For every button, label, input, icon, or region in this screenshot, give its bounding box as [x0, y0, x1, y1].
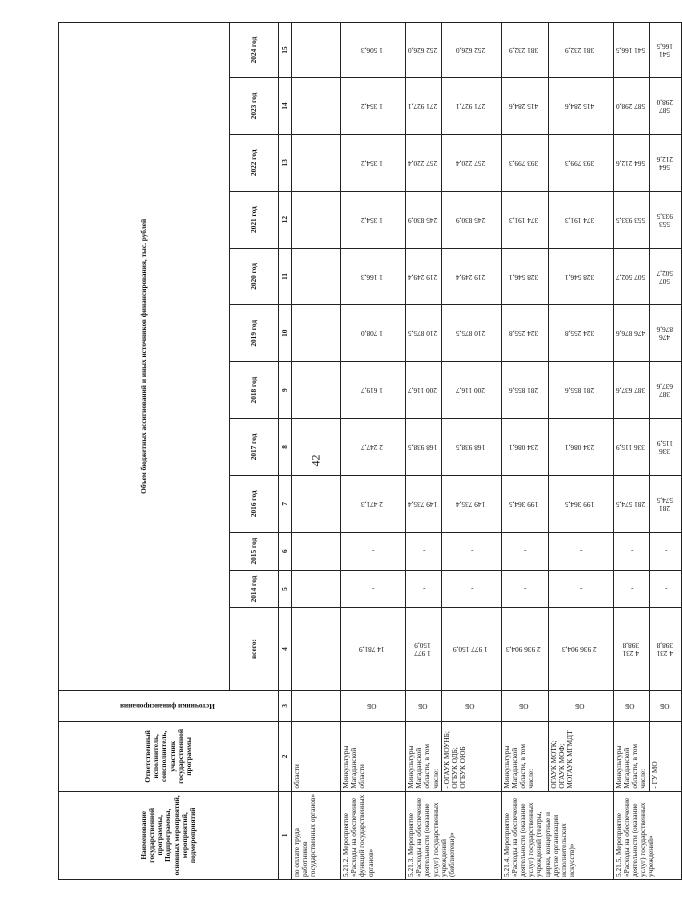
table-body — [292, 23, 682, 880]
row-source-cell — [292, 690, 341, 722]
row-value: 245 830,9 — [407, 215, 437, 225]
row-year-cell — [441, 570, 501, 608]
row-year-cell — [548, 191, 613, 248]
row-value: 4 231 398,8 — [621, 641, 639, 659]
row-source-label: ОБ — [367, 701, 377, 711]
row-year-cell — [292, 134, 341, 191]
row-year-cell — [501, 23, 548, 78]
row-value: 4 231 398,8 — [656, 641, 673, 659]
row-source-label: ОБ — [417, 701, 427, 711]
row-year-cell — [613, 134, 649, 191]
row-value: 381 232,9 — [565, 46, 595, 56]
row-name-cell: по оплате труда работников государственных органов» — [292, 791, 341, 879]
row-value: 199 364,5 — [565, 499, 595, 509]
row-value: 564 212,6 — [615, 158, 645, 168]
table-row — [292, 23, 341, 880]
column-number: 11 — [279, 248, 292, 305]
row-year-cell — [649, 532, 681, 570]
row-year-cell — [341, 475, 406, 532]
row-source-cell — [341, 690, 406, 722]
row-year-cell — [341, 134, 406, 191]
header-year: 2019 год — [230, 305, 279, 362]
row-value: 393 799,3 — [509, 158, 539, 168]
row-year-cell — [341, 305, 406, 362]
row-responsible-cell: ОГАУК МОТК; ОГАУК МОФ; МОГАУК МГМДТ — [548, 722, 613, 791]
row-year-cell — [441, 475, 501, 532]
table-row — [441, 23, 501, 880]
row-source-cell — [548, 690, 613, 722]
row-value: 14 781,9 — [359, 645, 385, 655]
row-responsible-cell: - ОГАУК МОУНБ; ОГБУК ОДБ; ОГБУК ОЮБ — [441, 722, 501, 791]
table-row — [406, 23, 442, 880]
row-value: - — [524, 547, 527, 557]
row-name-cell: 5.21.3. Мероприятие «Расходы на обеспечение деятельности (оказание услуг) государственных учреждений (библиотеки)» — [406, 791, 502, 879]
header-volume: Объем бюджетных ассигнований и иных источников финансирования, тыс. рублей — [59, 23, 230, 691]
row-value: 281 855,6 — [565, 386, 595, 396]
row-value: - — [470, 585, 474, 595]
row-year-cell — [441, 362, 501, 419]
row-value: 374 191,3 — [509, 215, 539, 225]
row-name-cell: 5.21.5. Мероприятие «Расходы на обеспечение деятельности (оказание услуг) государственных учреждений» — [613, 791, 681, 879]
table-row — [613, 23, 649, 880]
row-value: - — [630, 547, 634, 557]
row-value: 1 354,2 — [360, 215, 383, 225]
row-year-cell — [441, 305, 501, 362]
row-value: 328 546,1 — [509, 272, 539, 282]
row-year-cell — [292, 532, 341, 570]
row-value: 200 116,7 — [407, 386, 437, 396]
header-source — [59, 690, 279, 722]
header-year: 2023 год — [230, 78, 279, 135]
row-year-cell — [649, 570, 681, 608]
column-number: 7 — [279, 475, 292, 532]
header-year: 2022 год — [230, 134, 279, 191]
row-year-cell — [649, 191, 681, 248]
header-year: 2018 год — [230, 362, 279, 419]
row-responsible-cell: области — [292, 722, 341, 791]
row-value: 210 875,5 — [455, 329, 485, 339]
header-year: 2016 год — [230, 475, 279, 532]
column-number: 10 — [279, 305, 292, 362]
row-year-cell — [406, 191, 442, 248]
column-number: 12 — [279, 191, 292, 248]
header-year: 2024 год — [230, 23, 279, 78]
row-name-cell: 5.21.4. Мероприятие «Расходы на обеспечение деятельности (оказание услуг) государственных учреждений (театры, цирки, концертные и другие организации исполнительских искусств)» — [501, 791, 613, 879]
row-total-cell — [341, 608, 406, 690]
row-value: 381 232,9 — [509, 46, 539, 56]
row-value: 415 284,6 — [509, 102, 539, 112]
row-value: - — [422, 547, 426, 557]
row-value: 1 166,3 — [360, 272, 383, 282]
row-year-cell — [501, 305, 548, 362]
row-value: 168 938,5 — [407, 443, 437, 453]
row-value: 553 933,5 — [615, 215, 645, 225]
row-value: 1 619,7 — [360, 386, 383, 396]
row-value: 271 927,1 — [407, 102, 437, 112]
row-year-cell — [292, 23, 341, 78]
row-total-cell — [441, 608, 501, 690]
row-value: 281 574,5 — [656, 495, 673, 513]
row-value: 219 249,4 — [455, 272, 485, 282]
row-year-cell — [613, 532, 649, 570]
column-number: 6 — [279, 532, 292, 570]
row-value: 149 735,4 — [455, 499, 485, 509]
table-row — [501, 23, 548, 880]
row-year-cell — [501, 134, 548, 191]
row-year-cell — [501, 570, 548, 608]
header-source-label: Источники финансирования — [119, 701, 215, 711]
row-year-cell — [613, 362, 649, 419]
row-value: 507 502,7 — [615, 272, 645, 282]
row-year-cell — [649, 419, 681, 476]
header-year: 2014 год — [230, 570, 279, 608]
row-year-cell — [406, 532, 442, 570]
row-year-cell — [613, 78, 649, 135]
row-value: 1 354,2 — [360, 102, 383, 112]
row-year-cell — [613, 248, 649, 305]
row-value: - — [422, 585, 426, 595]
row-responsible-cell: Минкультуры Магаданской области, в том числе: — [406, 722, 442, 791]
row-total-cell — [501, 608, 548, 690]
row-year-cell — [548, 23, 613, 78]
row-year-cell — [613, 305, 649, 362]
row-value: - — [372, 547, 375, 557]
row-year-cell — [341, 78, 406, 135]
row-year-cell — [441, 191, 501, 248]
row-year-cell — [406, 362, 442, 419]
row-responsible-cell: Минкультуры Магаданской области, в том числе: — [613, 722, 649, 791]
financing-table — [58, 22, 682, 880]
header-year: 2020 год — [230, 248, 279, 305]
row-value: 219 249,4 — [407, 272, 437, 282]
table-row — [548, 23, 613, 880]
row-source-cell — [613, 690, 649, 722]
row-value: 587 298,0 — [615, 102, 645, 112]
row-year-cell — [441, 419, 501, 476]
row-value: 210 875,5 — [407, 329, 437, 339]
row-value: 415 284,6 — [565, 102, 595, 112]
header-name: Наименование государственной программы, Подпрограммы, основных мероприятий, мероприятий, подмероприятий — [59, 791, 279, 879]
row-value: 541 166,5 — [656, 42, 673, 60]
row-year-cell — [341, 248, 406, 305]
row-year-cell — [501, 532, 548, 570]
row-year-cell — [548, 134, 613, 191]
row-year-cell — [613, 419, 649, 476]
column-number: 15 — [279, 23, 292, 78]
row-year-cell — [292, 570, 341, 608]
row-year-cell — [548, 475, 613, 532]
row-year-cell — [548, 419, 613, 476]
column-number: 2 — [279, 722, 292, 791]
row-year-cell — [341, 23, 406, 78]
row-value: 374 191,3 — [565, 215, 595, 225]
row-value: 1 977 150,9 — [414, 641, 431, 659]
row-year-cell — [441, 23, 501, 78]
row-total-cell — [613, 608, 649, 690]
row-value: 234 086,1 — [509, 443, 539, 453]
column-number: 14 — [279, 78, 292, 135]
row-value: 281 855,6 — [509, 386, 539, 396]
row-year-cell — [441, 78, 501, 135]
row-year-cell — [341, 419, 406, 476]
row-year-cell — [292, 419, 341, 476]
row-responsible-cell: - ГУ МО — [649, 722, 681, 791]
row-year-cell — [292, 78, 341, 135]
row-year-cell — [501, 362, 548, 419]
row-value: 257 220,4 — [455, 158, 485, 168]
row-year-cell — [406, 23, 442, 78]
header-total: всего: — [230, 608, 279, 690]
row-year-cell — [341, 570, 406, 608]
row-value: 541 166,5 — [615, 46, 645, 56]
row-year-cell — [292, 362, 341, 419]
row-value: 476 876,6 — [615, 329, 645, 339]
row-total-cell — [649, 608, 681, 690]
row-year-cell — [501, 419, 548, 476]
row-total-cell — [548, 608, 613, 690]
row-value: 199 364,5 — [509, 499, 539, 509]
rotated-table-wrapper — [58, 22, 673, 880]
row-value: - — [524, 585, 527, 595]
row-year-cell — [613, 191, 649, 248]
row-value: 587 298,0 — [656, 97, 673, 116]
row-year-cell — [649, 78, 681, 135]
row-value: - — [664, 547, 668, 557]
row-total-cell — [292, 608, 341, 690]
row-total-cell — [406, 608, 442, 690]
table-row — [341, 23, 406, 880]
row-value: 2 247,7 — [360, 443, 383, 453]
row-year-cell — [501, 191, 548, 248]
row-value: 336 115,9 — [615, 443, 645, 453]
row-value: 476 876,6 — [656, 325, 673, 343]
row-year-cell — [406, 419, 442, 476]
row-value: - — [470, 547, 474, 557]
row-year-cell — [649, 134, 681, 191]
row-value: 271 927,1 — [455, 102, 485, 112]
row-source-cell — [649, 690, 681, 722]
row-value: 507 502,7 — [656, 268, 673, 286]
row-value: 1 506,3 — [360, 46, 383, 56]
row-source-label: ОБ — [625, 701, 635, 711]
page-number: 42 — [308, 454, 323, 467]
row-year-cell — [649, 362, 681, 419]
row-year-cell — [406, 248, 442, 305]
column-number: 13 — [279, 134, 292, 191]
row-value: 387 637,6 — [615, 386, 645, 396]
row-value: - — [630, 585, 634, 595]
header-year: 2021 год — [230, 191, 279, 248]
row-year-cell — [613, 23, 649, 78]
row-value: 393 799,3 — [565, 158, 595, 168]
row-year-cell — [441, 532, 501, 570]
row-value: 2 936 904,3 — [562, 645, 597, 655]
row-source-label: ОБ — [518, 701, 529, 711]
row-year-cell — [441, 134, 501, 191]
row-year-cell — [292, 248, 341, 305]
row-value: 336 115,9 — [656, 438, 673, 457]
row-name-cell: 5.21.2. Мероприятие «Расходы на обеспечение функций государственных органов» — [341, 791, 406, 879]
row-year-cell — [292, 305, 341, 362]
row-year-cell — [292, 191, 341, 248]
row-responsible-cell: Минкультуры Магаданской области, в том числе: — [501, 722, 548, 791]
row-source-cell — [501, 690, 548, 722]
row-year-cell — [292, 475, 341, 532]
row-year-cell — [649, 248, 681, 305]
column-number: 9 — [279, 362, 292, 419]
row-value: 168 938,5 — [455, 443, 485, 453]
row-value: - — [664, 585, 668, 595]
row-value: 328 546,1 — [565, 272, 595, 282]
row-year-cell — [341, 362, 406, 419]
row-value: - — [580, 547, 583, 557]
row-year-cell — [501, 248, 548, 305]
row-source-cell — [441, 690, 501, 722]
row-value: 387 637,6 — [656, 382, 673, 400]
row-value: 553 933,5 — [656, 211, 673, 229]
row-year-cell — [341, 532, 406, 570]
column-number: 3 — [279, 690, 292, 722]
row-year-cell — [406, 78, 442, 135]
row-value: - — [372, 585, 375, 595]
row-year-cell — [406, 570, 442, 608]
row-year-cell — [501, 78, 548, 135]
row-year-cell — [649, 305, 681, 362]
row-year-cell — [548, 532, 613, 570]
row-value: 281 574,5 — [615, 499, 645, 509]
row-responsible-cell: Минкультуры Магаданской области — [341, 722, 406, 791]
row-value: 200 116,7 — [455, 386, 485, 396]
table-row — [649, 23, 681, 880]
row-value: 257 220,4 — [407, 158, 437, 168]
row-value: - — [580, 585, 583, 595]
row-value: 1 708,0 — [360, 329, 383, 339]
row-year-cell — [613, 570, 649, 608]
row-value: 252 626,0 — [455, 46, 485, 56]
column-number: 1 — [279, 791, 292, 879]
row-year-cell — [548, 78, 613, 135]
row-value: 2 471,3 — [360, 499, 383, 509]
row-year-cell — [341, 191, 406, 248]
row-value: 1 977 150,9 — [452, 645, 488, 655]
row-year-cell — [649, 23, 681, 78]
row-value: 324 255,8 — [509, 329, 539, 339]
column-number: 5 — [279, 570, 292, 608]
row-source-cell — [406, 690, 442, 722]
column-number: 4 — [279, 608, 292, 690]
row-value: 564 212,6 — [656, 154, 673, 172]
column-number: 8 — [279, 419, 292, 476]
header-year: 2017 год — [230, 419, 279, 476]
row-year-cell — [548, 570, 613, 608]
row-value: 149 735,4 — [407, 499, 437, 509]
row-year-cell — [548, 362, 613, 419]
row-source-label: ОБ — [659, 701, 670, 711]
row-source-label: ОБ — [574, 701, 585, 711]
row-value: 245 830,9 — [455, 215, 485, 225]
row-value: 2 936 904,3 — [506, 645, 541, 655]
row-year-cell — [548, 305, 613, 362]
header-year: 2015 год — [230, 532, 279, 570]
row-year-cell — [501, 475, 548, 532]
header-responsible: Ответственный исполнитель, соисполнитель, участник государственной программы — [59, 722, 279, 791]
row-year-cell — [406, 134, 442, 191]
row-value: 324 255,8 — [565, 329, 595, 339]
row-value: 252 626,0 — [407, 46, 437, 56]
row-value: 234 086,1 — [565, 443, 595, 453]
row-year-cell — [406, 475, 442, 532]
row-value: 1 354,2 — [360, 158, 383, 168]
row-source-label: ОБ — [465, 701, 475, 711]
row-year-cell — [613, 475, 649, 532]
row-year-cell — [649, 475, 681, 532]
row-year-cell — [548, 248, 613, 305]
row-year-cell — [406, 305, 442, 362]
row-year-cell — [441, 248, 501, 305]
